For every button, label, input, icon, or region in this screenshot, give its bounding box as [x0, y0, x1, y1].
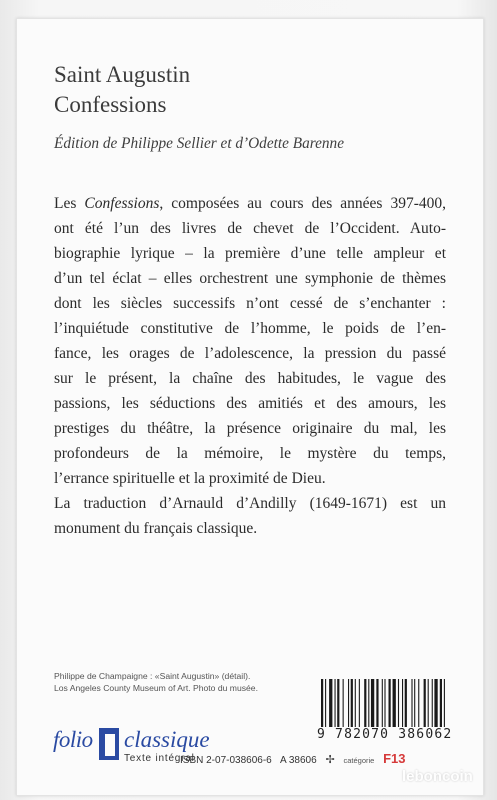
blurb-segment: l’errance spirituelle et la proximité de Dieu.: [54, 470, 326, 487]
knot-icon: ✢: [325, 754, 335, 766]
blurb-segment: prestiges du théâtre, la présence originaire du mal, les: [54, 420, 446, 437]
blurb-line: [54, 241, 446, 266]
folio-bracket-icon: [99, 728, 119, 760]
blurb-segment: , composées au cours des années 397-400,: [159, 195, 446, 212]
texte-integral-label: Texte intégral: [124, 753, 195, 764]
barcode-digits: 9 782070 386062: [317, 727, 453, 742]
credit-line-1: Philippe de Champaigne : «Saint Augustin» (détail).: [54, 671, 251, 681]
blurb-segment: dont les siècles successifs n’ont cessé de s’enchanter :: [54, 295, 446, 312]
blurb-segment: sur le présent, la chaîne des habitudes, le vague des: [54, 370, 446, 387]
classique-wordmark: classique: [124, 727, 210, 752]
credit-line-2: Los Angeles County Museum of Art. Photo du musée.: [54, 682, 258, 693]
blurb-segment: l’inquiétude constitutive de l’homme, le poids de l’en-: [54, 320, 446, 337]
blurb-line: [54, 216, 446, 241]
blurb-line: [54, 366, 446, 391]
blurb-text: [54, 191, 446, 541]
category-code: F13: [383, 751, 406, 766]
blurb-segment: biographie lyrique – la première d’une telle ampleur et: [54, 245, 446, 262]
book-back-cover: [16, 18, 484, 796]
blurb-segment: passions, les séductions des amitiés et des amours, les: [54, 395, 446, 412]
blurb-line: [54, 466, 446, 491]
blurb-segment: Confessions: [84, 195, 160, 212]
image-credit: [54, 671, 258, 694]
blurb-segment: monument du français classique.: [54, 520, 258, 537]
blurb-line: [54, 291, 446, 316]
blurb-line: [54, 266, 446, 291]
isbn-number: ISBN 2-07-038606-6: [180, 755, 272, 766]
barcode-block: [317, 679, 492, 745]
folio-wordmark: folio: [53, 727, 93, 752]
edition-credit: Édition de Philippe Sellier et d’Odette Barenne: [54, 135, 344, 152]
blurb-segment: ont été l’un des livres de chevet de l’Occident. Auto-: [54, 220, 446, 237]
blurb-line: [54, 491, 446, 516]
barcode-icon: [317, 679, 492, 727]
blurb-line: [54, 416, 446, 441]
author-name: Saint Augustin: [54, 62, 191, 87]
isbn-row: [180, 751, 412, 766]
blurb-line: [54, 516, 446, 541]
blurb-segment: d’un tel éclat – elles orchestrent une symphonie de thèmes: [54, 270, 446, 287]
blurb-segment: Les: [54, 195, 85, 212]
leboncoin-watermark: leboncoin: [402, 768, 473, 785]
blurb-segment: profondeurs de la mémoire, le mystère du temps,: [54, 445, 446, 462]
category-label: catégorie: [343, 756, 375, 765]
blurb-line: [54, 341, 446, 366]
blurb-line: [54, 191, 446, 216]
reference-code: A 38606: [279, 755, 317, 766]
blurb-line: [54, 316, 446, 341]
blurb-line: [54, 391, 446, 416]
blurb-segment: La traduction d’Arnauld d’Andilly (1649-1671) est un: [54, 495, 446, 512]
book-title: Confessions: [54, 92, 167, 117]
blurb-line: [54, 441, 446, 466]
blurb-segment: fance, les orages de l’adolescence, la pression du passé: [54, 345, 446, 362]
